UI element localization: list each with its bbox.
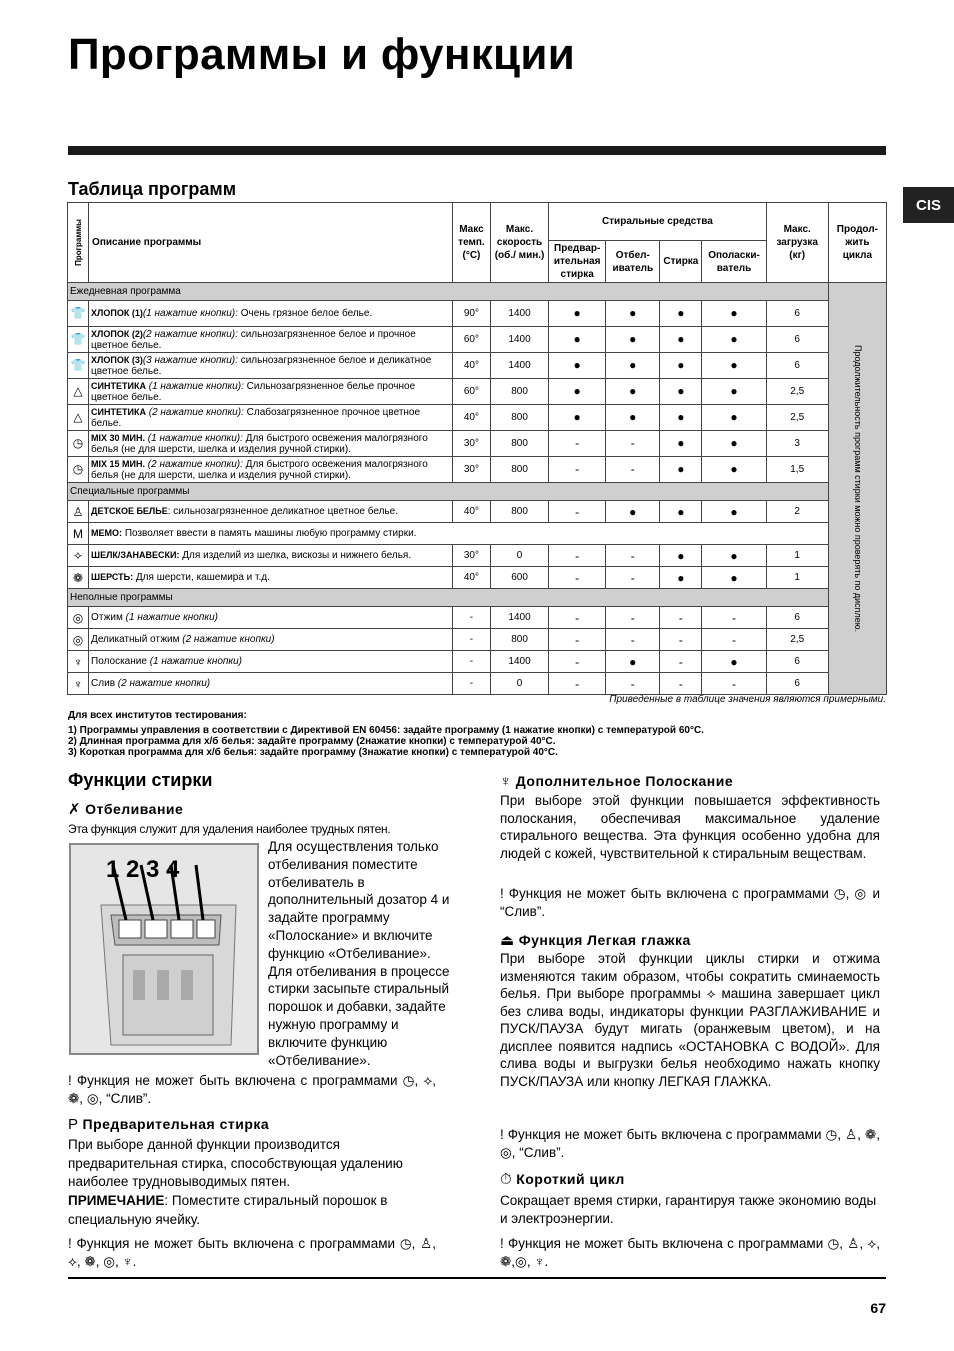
program-name: ШЕРСТЬ: xyxy=(91,572,134,582)
bleach-body: Для осуществления только отбеливания поместите отбеливатель в дополнительный дозатор 4 и задайте программу «Полоскание» и включите функцию «Отбеливание». Для отбеливания в процессе стирки засыпьте стиральный порошок и добавки, задайте нужную программу и включите функцию «Отбеливание». xyxy=(268,839,450,1068)
prewash-mark: ● xyxy=(549,379,606,405)
bleach-intro: Эта функция служит для удаления наиболее трудных пятен. xyxy=(68,822,391,836)
program-icon: ⟡ xyxy=(68,545,89,567)
rinse-mark: - xyxy=(702,673,766,695)
program-note: (2 нажатие кнопки): xyxy=(142,328,238,340)
iron-icon: ⏏ xyxy=(500,932,515,949)
max-load: 6 xyxy=(766,353,828,379)
header-max-temp: Макс темп. (°С) xyxy=(452,203,490,283)
rinse-mark: - xyxy=(702,607,766,629)
wash-mark: - xyxy=(660,607,702,629)
program-desc: Позволяет ввести в память машины любую программу стирки. xyxy=(122,528,417,539)
max-speed: 1400 xyxy=(490,353,548,379)
bleach-icon: ✗ xyxy=(68,801,82,818)
program-name: СИНТЕТИКА xyxy=(91,406,146,417)
header-max-speed: Макс. скорость (об./ мин.) xyxy=(490,203,548,283)
bleach-mark: ● xyxy=(606,301,660,327)
max-load: 6 xyxy=(766,327,828,353)
program-icon: ♆ xyxy=(68,651,89,673)
section-title: Ежедневная программа xyxy=(68,283,829,301)
max-temp: 60° xyxy=(452,327,490,353)
program-icon: ❁ xyxy=(68,567,89,589)
testing-notes xyxy=(68,710,704,758)
program-desc: Очень грязное белое белье. xyxy=(237,308,373,319)
easy-iron-title: Функция Легкая глажка xyxy=(518,932,691,948)
max-temp: 40° xyxy=(452,501,490,523)
program-note: (3 нажатие кнопки): xyxy=(142,354,238,366)
section-title: Специальные программы xyxy=(68,483,829,501)
max-speed: 800 xyxy=(490,501,548,523)
prewash-mark: - xyxy=(549,607,606,629)
program-icon: 👕 xyxy=(68,301,89,327)
extra-rinse-warning: ! Функция не может быть включена с программами ◷, ◎ и “Слив”. xyxy=(500,886,880,919)
max-temp: - xyxy=(452,673,490,695)
program-press-note: (1 нажатие кнопки) xyxy=(125,612,218,623)
program-desc: Слабозагрязненное прочное цветное белье. xyxy=(91,406,421,429)
program-icon: ♆ xyxy=(68,673,89,695)
rinse-mark: ● xyxy=(702,567,766,589)
prewash-note-label: ПРИМЕЧАНИЕ xyxy=(68,1193,165,1208)
wash-mark: ● xyxy=(660,545,702,567)
max-speed: 0 xyxy=(490,545,548,567)
program-icon: △ xyxy=(68,379,89,405)
bleach-mark: - xyxy=(606,629,660,651)
testing-line: 2) Длинная программа для х/б белья: задайте программу (2нажатие кнопки) с температурой 40°C. xyxy=(68,736,556,747)
max-speed: 1400 xyxy=(490,607,548,629)
prewash-note xyxy=(68,1192,438,1229)
max-load: 6 xyxy=(766,673,828,695)
prewash-mark: ● xyxy=(549,353,606,379)
program-description xyxy=(89,379,453,405)
prewash-heading xyxy=(68,1116,269,1133)
rinse-mark: ● xyxy=(702,545,766,567)
program-desc: сильнозагрязненное белое и деликатное цветное белье. xyxy=(91,354,432,377)
program-row xyxy=(68,545,887,567)
max-temp: 40° xyxy=(452,353,490,379)
program-note: (2 нажатие кнопки): xyxy=(145,406,244,418)
testing-line: 1) Программы управления в соответствии с Директивой EN 60456: задайте программу (1 нажатие кнопки) с температурой 60°C. xyxy=(68,725,704,736)
program-description xyxy=(89,651,453,673)
wash-mark: ● xyxy=(660,431,702,457)
prewash-mark: ● xyxy=(549,405,606,431)
prewash-mark: - xyxy=(549,629,606,651)
footer-divider xyxy=(68,1277,886,1279)
testing-title: Для всех институтов тестирования: xyxy=(68,710,247,721)
rinse-mark: ● xyxy=(702,457,766,483)
prewash-mark: - xyxy=(549,545,606,567)
program-desc: : сильнозагрязненное деликатное цветное белье. xyxy=(167,506,398,517)
max-temp: - xyxy=(452,607,490,629)
header-programs: Программы xyxy=(68,203,89,283)
header-prewash: Предвар- ительная стирка xyxy=(549,241,606,283)
program-row xyxy=(68,651,887,673)
header-rinse: Ополаски- ватель xyxy=(702,241,766,283)
program-desc: Для быстрого освежения малогрязного белья (не для шерсти, шелка и изделия ручной стирки). xyxy=(91,458,428,481)
prewash-mark: - xyxy=(549,431,606,457)
max-temp: 30° xyxy=(452,545,490,567)
bleach-mark: - xyxy=(606,457,660,483)
max-temp: 90° xyxy=(452,301,490,327)
rinse-mark: ● xyxy=(702,501,766,523)
prewash-title: Предварительная стирка xyxy=(82,1116,270,1132)
bleach-mark: ● xyxy=(606,327,660,353)
max-temp: 30° xyxy=(452,431,490,457)
max-load: 2,5 xyxy=(766,629,828,651)
page-title: Программы и функции xyxy=(68,30,576,79)
program-desc: Отжим xyxy=(91,612,126,623)
duration-cell xyxy=(828,283,886,695)
max-load: 2 xyxy=(766,501,828,523)
program-description xyxy=(89,431,453,457)
max-load: 6 xyxy=(766,301,828,327)
program-description xyxy=(89,607,453,629)
program-row xyxy=(68,301,887,327)
prewash-mark: - xyxy=(549,673,606,695)
max-temp: 60° xyxy=(452,379,490,405)
program-row xyxy=(68,629,887,651)
program-icon: ◷ xyxy=(68,457,89,483)
program-description xyxy=(89,523,829,545)
duration-note: Продолжительность программ стирки можно проверять по дисплею. xyxy=(852,344,863,633)
max-temp: - xyxy=(452,629,490,651)
max-speed: 1400 xyxy=(490,327,548,353)
max-speed: 800 xyxy=(490,405,548,431)
max-load: 3 xyxy=(766,431,828,457)
bleach-mark: - xyxy=(606,545,660,567)
max-load: 1 xyxy=(766,545,828,567)
section-row xyxy=(68,283,887,301)
rinse-mark: ● xyxy=(702,405,766,431)
bleach-mark: ● xyxy=(606,353,660,379)
program-desc: Сильнозагрязненное белье прочное цветное белье. xyxy=(91,380,416,403)
short-cycle-icon: ⏱ xyxy=(500,1171,513,1188)
prewash-mark: - xyxy=(549,567,606,589)
wash-mark: - xyxy=(660,673,702,695)
max-speed: 800 xyxy=(490,457,548,483)
program-icon: ◷ xyxy=(68,431,89,457)
program-description xyxy=(89,301,453,327)
max-temp: 40° xyxy=(452,567,490,589)
program-row xyxy=(68,607,887,629)
bleach-mark: - xyxy=(606,567,660,589)
program-description xyxy=(89,673,453,695)
prewash-mark: - xyxy=(549,457,606,483)
program-table xyxy=(67,202,887,695)
program-name: ХЛОПОК (1) xyxy=(91,308,143,318)
prewash-warning: ! Функция не может быть включена с программами ◷, ♙, ⟡, ❁, ◎, ♆. xyxy=(68,1236,436,1269)
program-desc: Для шерсти, кашемира и т.д. xyxy=(133,572,270,583)
max-load: 1,5 xyxy=(766,457,828,483)
program-note: (1 нажатие кнопки): xyxy=(145,432,243,444)
program-note: (1 нажатие кнопки): xyxy=(145,380,244,392)
program-note: (2 нажатие кнопки): xyxy=(145,458,243,470)
program-description xyxy=(89,457,453,483)
max-load: 6 xyxy=(766,651,828,673)
program-description xyxy=(89,327,453,353)
program-desc: сильнозагрязненное белое и прочное цветное белье. xyxy=(91,328,416,351)
wash-mark: ● xyxy=(660,379,702,405)
bleach-mark: ● xyxy=(606,379,660,405)
max-speed: 800 xyxy=(490,629,548,651)
rinse-mark: - xyxy=(702,629,766,651)
extra-rinse-body: При выборе этой функции повышается эффективность полоскания, обеспечивая максимальное удаление стирального вещества. Эта функция особенно удобна для людей с кожей, чувствительной к стиральным веществам. xyxy=(500,793,880,861)
prewash-mark: ● xyxy=(549,301,606,327)
short-cycle-body: Сокращает время стирки, гарантируя также экономию воды и электроэнергии. xyxy=(500,1193,877,1226)
program-desc: Для быстрого освежения малогрязного белья (не для шерсти, шелка и изделия ручной стирки). xyxy=(91,432,428,455)
rinse-mark: ● xyxy=(702,431,766,457)
approx-note: Приведенные в таблице значения являются примерными. xyxy=(609,694,886,705)
program-row xyxy=(68,457,887,483)
program-name: MIX 15 МИН. xyxy=(91,458,146,469)
prewash-mark: - xyxy=(549,501,606,523)
program-desc: Для изделий из шелка, вискозы и нижнего белья. xyxy=(179,550,412,561)
program-name: ХЛОПОК (3) xyxy=(91,354,143,365)
max-speed: 800 xyxy=(490,431,548,457)
table-body xyxy=(68,283,887,695)
max-temp: 40° xyxy=(452,405,490,431)
program-row xyxy=(68,327,887,353)
bleach-mark: - xyxy=(606,607,660,629)
wash-mark: ● xyxy=(660,501,702,523)
program-row xyxy=(68,379,887,405)
max-speed: 800 xyxy=(490,379,548,405)
program-name: MIX 30 МИН. xyxy=(91,432,146,443)
dispenser-numbers: 1 2 3 4 xyxy=(106,856,180,883)
bleach-mark: - xyxy=(606,673,660,695)
rinse-mark: ● xyxy=(702,353,766,379)
dispenser-illustration xyxy=(69,843,259,1055)
max-speed: 1400 xyxy=(490,301,548,327)
program-icon: △ xyxy=(68,405,89,431)
rinse-mark: ● xyxy=(702,301,766,327)
program-icon: 👕 xyxy=(68,327,89,353)
section-row xyxy=(68,589,887,607)
header-wash: Стирка xyxy=(660,241,702,283)
language-tab: CIS xyxy=(903,187,954,223)
wash-mark: - xyxy=(660,651,702,673)
bleach-title: Отбеливание xyxy=(85,801,184,817)
rinse-mark: ● xyxy=(702,327,766,353)
program-row xyxy=(68,431,887,457)
program-name: ШЕЛК/ЗАНАВЕСКИ: xyxy=(91,550,180,560)
program-name: ХЛОПОК (2) xyxy=(91,328,143,339)
easy-iron-heading xyxy=(500,931,691,949)
section-title: Неполные программы xyxy=(68,589,829,607)
program-row xyxy=(68,567,887,589)
bleach-mark: ● xyxy=(606,501,660,523)
program-row xyxy=(68,405,887,431)
max-load: 2,5 xyxy=(766,405,828,431)
testing-line: 3) Короткая программа для х/б белья: задайте программу (3нажатие кнопки) с температурой 40°C. xyxy=(68,747,558,758)
rinse-mark: ● xyxy=(702,379,766,405)
program-description xyxy=(89,545,453,567)
prewash-mark: - xyxy=(549,651,606,673)
bleach-warning: ! Функция не может быть включена с программами ◷, ⟡, ❁, ◎, “Слив”. xyxy=(68,1073,436,1106)
short-cycle-warning: ! Функция не может быть включена с программами ◷, ♙, ⟡, ❁,◎, ♆. xyxy=(500,1236,880,1269)
bleach-heading xyxy=(68,800,183,818)
program-press-note: (1 нажатие кнопки) xyxy=(149,656,243,667)
wash-mark: ● xyxy=(660,567,702,589)
header-description: Описание программы xyxy=(89,203,453,283)
prewash-icon: P xyxy=(68,1116,79,1133)
program-desc: Деликатный отжим xyxy=(91,634,183,645)
max-load: 1 xyxy=(766,567,828,589)
wash-mark: ● xyxy=(660,405,702,431)
program-name: ДЕТСКОЕ БЕЛЬЕ xyxy=(91,506,168,516)
program-name: СИНТЕТИКА xyxy=(91,380,146,391)
program-note: (1 нажатие кнопки): xyxy=(142,308,238,319)
program-press-note: (2 нажатие кнопки) xyxy=(182,634,275,645)
page-number: 67 xyxy=(870,1300,886,1316)
header-bleach: Отбел- иватель xyxy=(606,241,660,283)
wash-mark: ● xyxy=(660,327,702,353)
header-detergents: Стиральные средства xyxy=(549,203,767,241)
program-row xyxy=(68,523,887,545)
extra-rinse-title: Дополнительное Полоскание xyxy=(515,773,734,789)
program-description xyxy=(89,501,453,523)
wash-mark: ● xyxy=(660,353,702,379)
max-speed: 600 xyxy=(490,567,548,589)
program-press-note: (2 нажатие кнопки) xyxy=(117,678,211,689)
bleach-mark: ● xyxy=(606,405,660,431)
wash-mark: ● xyxy=(660,457,702,483)
bleach-mark: ● xyxy=(606,651,660,673)
program-description xyxy=(89,629,453,651)
prewash-note-text: : Поместите стиральный порошок в специальную ячейку. xyxy=(68,1193,388,1227)
max-load: 2,5 xyxy=(766,379,828,405)
title-divider xyxy=(68,146,886,155)
program-description xyxy=(89,567,453,589)
program-row xyxy=(68,353,887,379)
wash-mark: ● xyxy=(660,301,702,327)
max-speed: 0 xyxy=(490,673,548,695)
program-icon: ◎ xyxy=(68,607,89,629)
program-description xyxy=(89,353,453,379)
program-description xyxy=(89,405,453,431)
program-row xyxy=(68,673,887,695)
program-row xyxy=(68,501,887,523)
short-cycle-heading xyxy=(500,1171,625,1188)
functions-title: Функции стирки xyxy=(68,770,213,790)
program-icon: 👕 xyxy=(68,353,89,379)
program-icon: M xyxy=(68,523,89,545)
easy-iron-body: При выборе этой функции циклы стирки и отжима изменяются таким образом, чтобы сократить сминаемость белья. При выборе программы ⟡ машина завершает цикл без слива воды, индикаторы функции РАЗГЛАЖИВАНИЕ и ПУСК/ПАУЗА будут мигать (оранжевым цветом), и на дисплее появится надпись «ОСТАНОВКА С ВОДОЙ». Для слива воды и выгрузки белья необходимо нажать кнопку ПУСК/ПАУЗА или кнопку ЛЕГКАЯ ГЛАЖКА. xyxy=(500,951,880,1089)
header-max-load: Макс. загрузка (кг) xyxy=(766,203,828,283)
program-icon: ◎ xyxy=(68,629,89,651)
table-title: Таблица программ xyxy=(68,179,237,199)
wash-mark: - xyxy=(660,629,702,651)
max-temp: 30° xyxy=(452,457,490,483)
rinse-mark: ● xyxy=(702,651,766,673)
max-temp: - xyxy=(452,651,490,673)
program-name: МЕМО: xyxy=(91,528,123,538)
header-duration: Продол- жить цикла xyxy=(828,203,886,283)
program-desc: Полоскание xyxy=(91,656,150,667)
program-icon: ♙ xyxy=(68,501,89,523)
section-row xyxy=(68,483,887,501)
extra-rinse-heading xyxy=(500,773,733,790)
program-desc: Слив xyxy=(91,678,118,689)
rinse-icon: ♆ xyxy=(500,773,512,790)
prewash-body: При выборе данной функции производится предварительная стирка, способствующая удалению наиболее трудновыводимых пятен. xyxy=(68,1137,403,1189)
easy-iron-warning: ! Функция не может быть включена с программами ◷, ♙, ❁, ◎, “Слив”. xyxy=(500,1127,880,1160)
max-load: 6 xyxy=(766,607,828,629)
max-speed: 1400 xyxy=(490,651,548,673)
bleach-mark: - xyxy=(606,431,660,457)
short-cycle-title: Короткий цикл xyxy=(516,1171,625,1187)
prewash-mark: ● xyxy=(549,327,606,353)
